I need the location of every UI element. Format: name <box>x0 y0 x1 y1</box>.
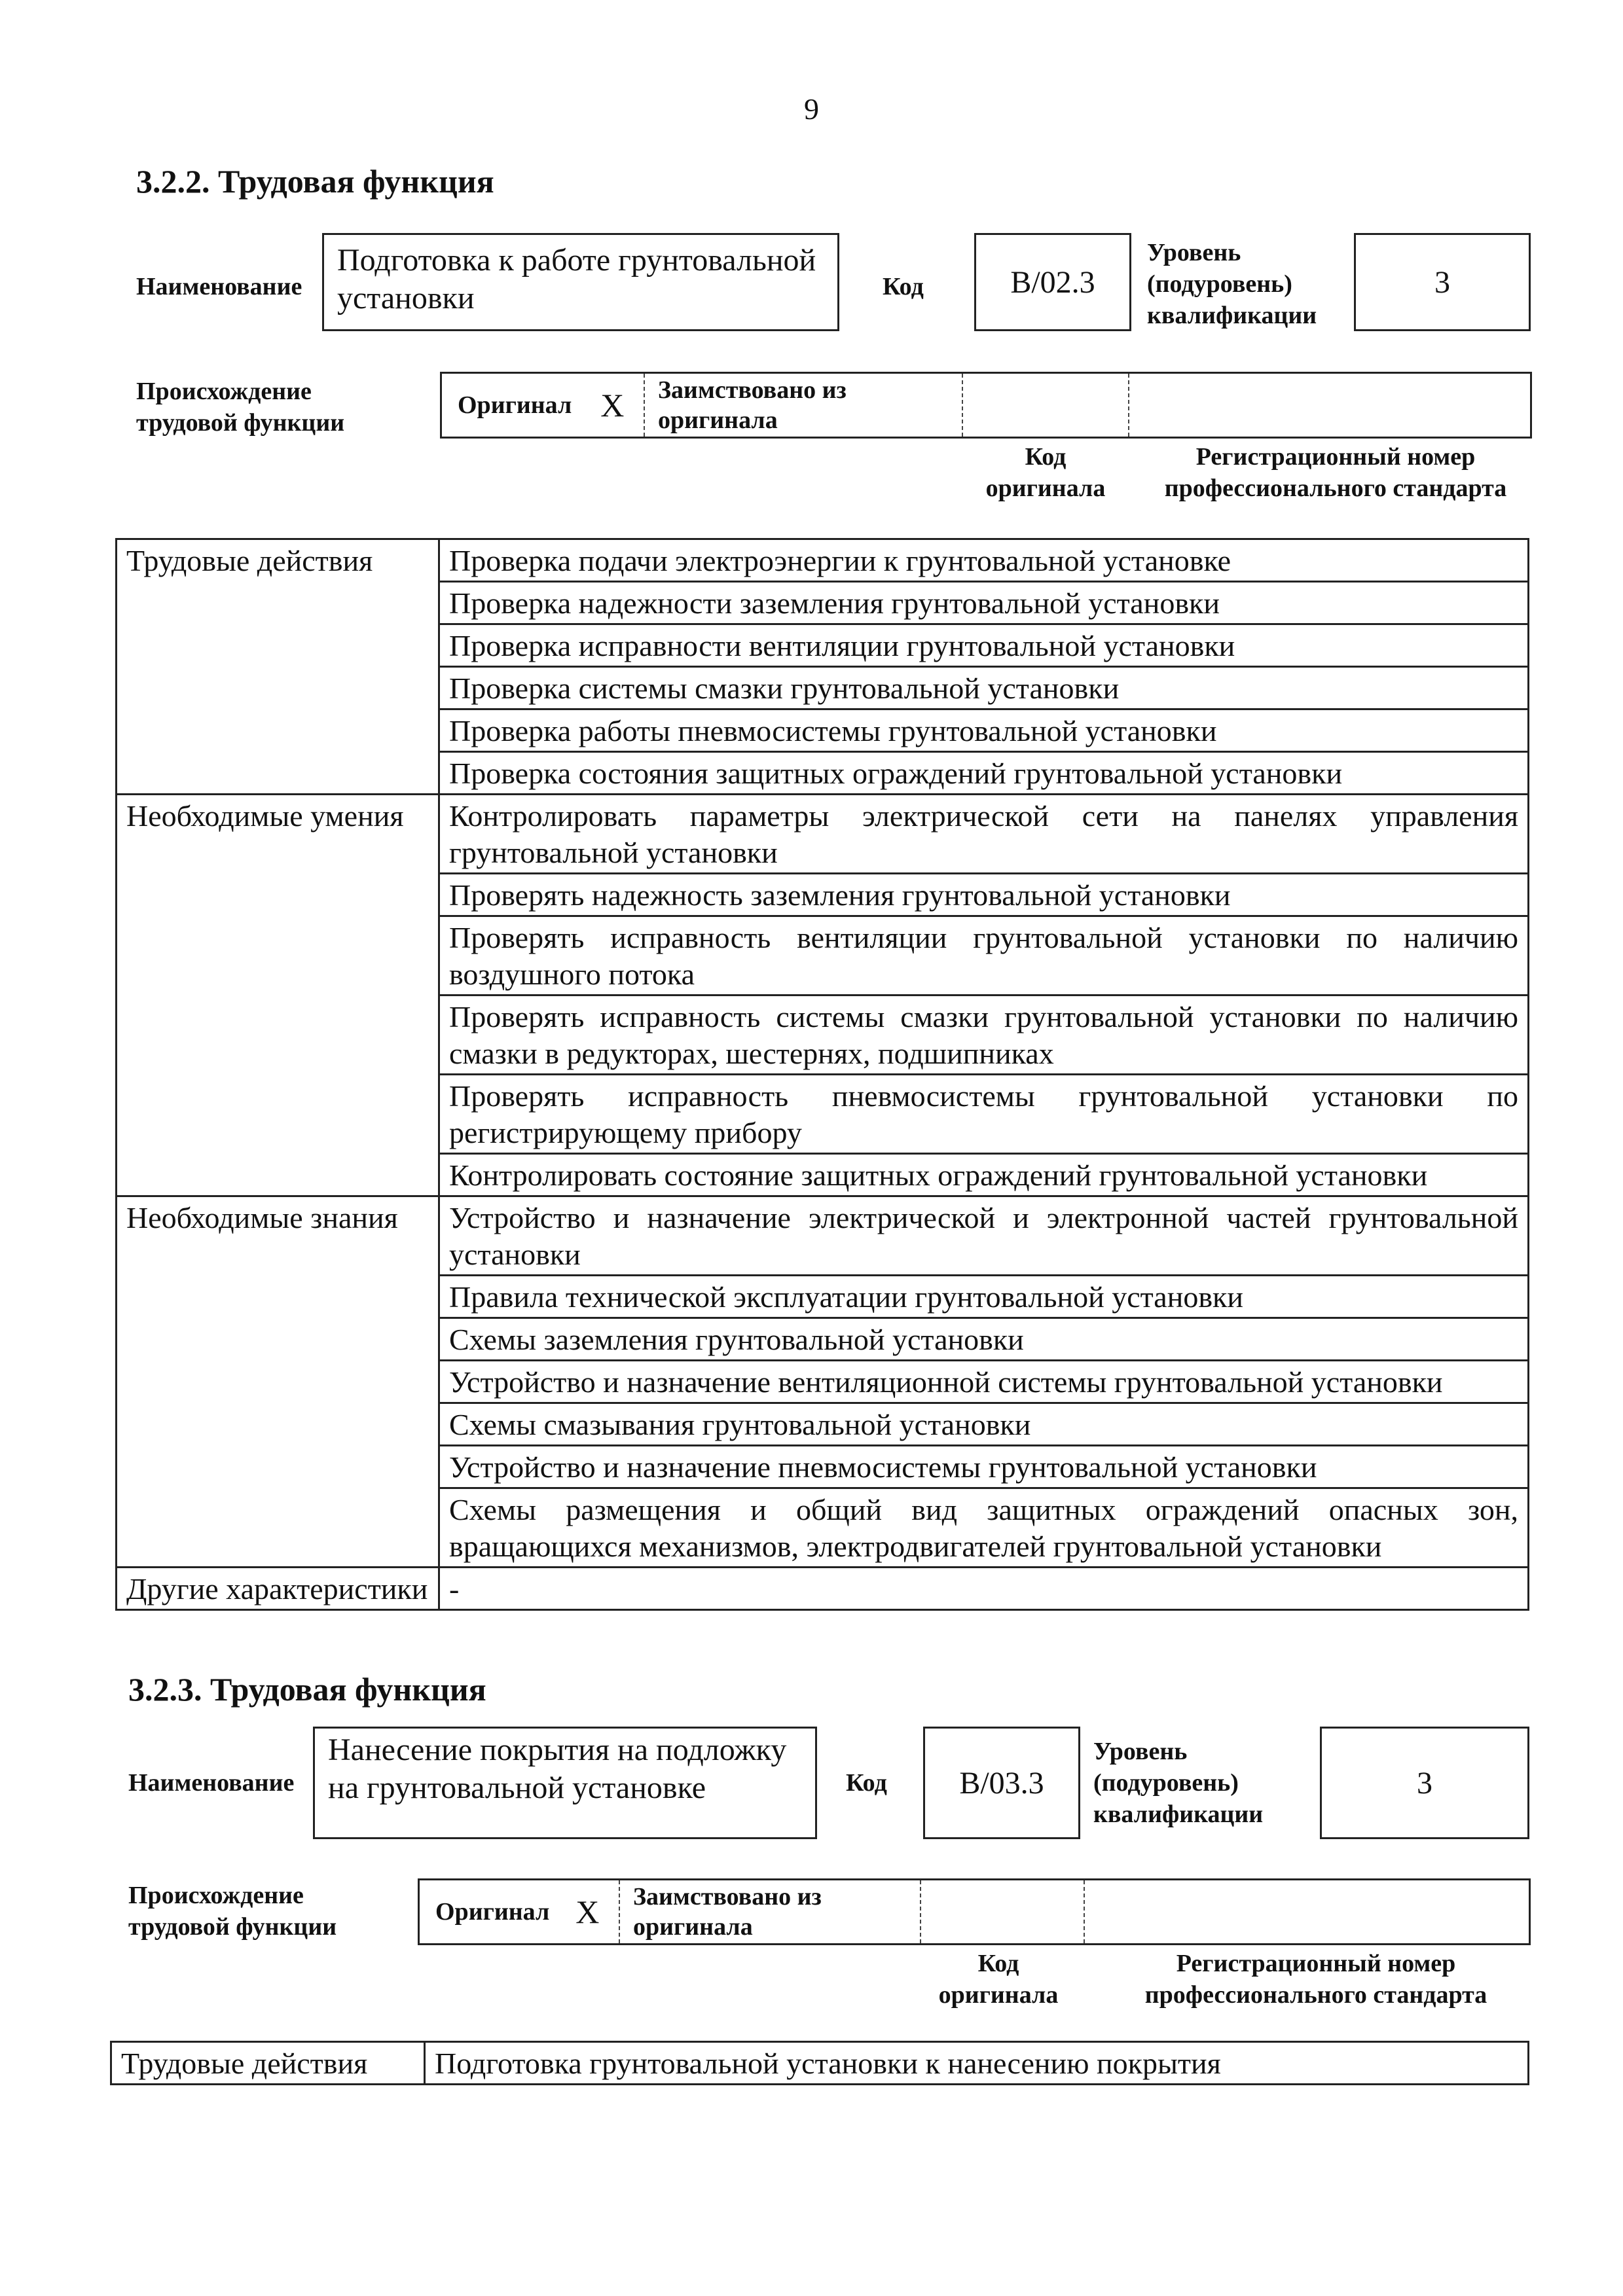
origin-label: Происхождение трудовой функции <box>136 378 345 437</box>
table-cell: Проверять надежность заземления грунтовальной установки <box>439 874 1529 916</box>
table-cell: Проверять исправность пневмосистемы грунтовальной установки по регистрирующему прибору <box>439 1075 1529 1154</box>
page-number: 9 <box>804 92 819 126</box>
table-cell: Контролировать состояние защитных ограждений грунтовальной установки <box>439 1154 1529 1196</box>
function-table <box>115 538 1529 1611</box>
table-cell: Устройство и назначение пневмосистемы грунтовальной установки <box>439 1446 1529 1488</box>
code-box <box>923 1727 1080 1839</box>
borrowed-cell <box>645 374 963 437</box>
table-cell: Проверять исправность системы смазки грунтовальной установки по наличию смазки в редукторах, шестернях, подшипниках <box>439 996 1529 1075</box>
table-cell: Схемы размещения и общий вид защитных ограждений опасных зон, вращающихся механизмов, электродвигателей грунтовальной установки <box>439 1488 1529 1568</box>
code-label: Код <box>846 1769 887 1797</box>
function-name: Подготовка к работе грунтовальной установки <box>337 243 816 315</box>
original-cell <box>442 374 645 437</box>
code-original-caption: Код оригинала <box>938 1950 1059 2009</box>
origin-row <box>418 1878 1531 1945</box>
table-row <box>117 1568 1529 1610</box>
original-mark: X <box>600 387 625 423</box>
reg-number-cell <box>1085 1880 1529 1943</box>
name-label: Наименование <box>136 273 302 300</box>
level-label: Уровень (подуровень) квалификации <box>1093 1738 1264 1828</box>
section-heading: 3.2.2. Трудовая функция <box>136 163 494 200</box>
category-cell: Необходимые знания <box>117 1196 439 1568</box>
level-label: Уровень (подуровень) квалификации <box>1147 239 1317 329</box>
borrowed-label: Заимствовано из оригинала <box>658 376 847 434</box>
original-label: Оригинал <box>458 391 572 419</box>
code-box <box>974 233 1131 331</box>
table-cell: Схемы смазывания грунтовальной установки <box>439 1403 1529 1446</box>
origin-row <box>440 372 1532 439</box>
function-name-box <box>313 1727 817 1839</box>
category-cell: Трудовые действия <box>111 2042 425 2085</box>
table-cell: Проверка надежности заземления грунтовальной установки <box>439 582 1529 624</box>
table-row <box>117 539 1529 582</box>
function-name: Нанесение покрытия на подложку на грунтовальной установке <box>328 1732 787 1805</box>
code-original-caption: Код оригинала <box>985 443 1106 502</box>
table-cell: Устройство и назначение электрической и электронной частей грунтовальной установки <box>439 1196 1529 1276</box>
table-cell: Проверка работы пневмосистемы грунтовальной установки <box>439 709 1529 752</box>
table-cell: Проверка исправности вентиляции грунтовальной установки <box>439 624 1529 667</box>
reg-number-caption: Регистрационный номер профессионального стандарта <box>1164 443 1507 502</box>
name-label: Наименование <box>128 1769 295 1797</box>
table-cell: Контролировать параметры электрической сети на панелях управления грунтовальной установки <box>439 795 1529 874</box>
reg-number-caption: Регистрационный номер профессионального стандарта <box>1144 1950 1487 2009</box>
table-row <box>111 2042 1529 2085</box>
category-cell: Необходимые умения <box>117 795 439 1196</box>
original-mark: X <box>575 1893 600 1930</box>
category-cell: Трудовые действия <box>117 539 439 795</box>
section-heading: 3.2.3. Трудовая функция <box>128 1671 486 1708</box>
borrowed-label: Заимствовано из оригинала <box>633 1883 822 1941</box>
table-cell: Правила технической эксплуатации грунтовальной установки <box>439 1276 1529 1318</box>
table-cell: Проверка системы смазки грунтовальной установки <box>439 667 1529 709</box>
table-cell: Схемы заземления грунтовальной установки <box>439 1318 1529 1361</box>
level-box <box>1320 1727 1529 1839</box>
function-code: В/02.3 <box>1010 264 1095 300</box>
table-cell: - <box>439 1568 1529 1610</box>
level-value: 3 <box>1417 1765 1432 1801</box>
level-box <box>1354 233 1531 331</box>
category-cell: Другие характеристики <box>117 1568 439 1610</box>
borrowed-cell <box>620 1880 921 1943</box>
function-code: В/03.3 <box>959 1765 1044 1801</box>
table-cell: Подготовка грунтовальной установки к нанесению покрытия <box>425 2042 1529 2085</box>
table-row <box>117 795 1529 874</box>
level-value: 3 <box>1434 264 1450 300</box>
original-label: Оригинал <box>435 1898 550 1926</box>
origin-label: Происхождение трудовой функции <box>128 1882 337 1941</box>
table-cell: Проверка состояния защитных ограждений грунтовальной установки <box>439 752 1529 795</box>
original-code-cell <box>921 1880 1085 1943</box>
table-row <box>117 1196 1529 1276</box>
reg-number-cell <box>1129 374 1530 437</box>
code-label: Код <box>883 273 924 300</box>
table-cell: Проверка подачи электроэнергии к грунтовальной установке <box>439 539 1529 582</box>
original-code-cell <box>963 374 1129 437</box>
function-table <box>110 2041 1529 2085</box>
table-cell: Устройство и назначение вентиляционной системы грунтовальной установки <box>439 1361 1529 1403</box>
function-name-box <box>322 233 839 331</box>
original-cell <box>420 1880 620 1943</box>
table-cell: Проверять исправность вентиляции грунтовальной установки по наличию воздушного потока <box>439 916 1529 996</box>
